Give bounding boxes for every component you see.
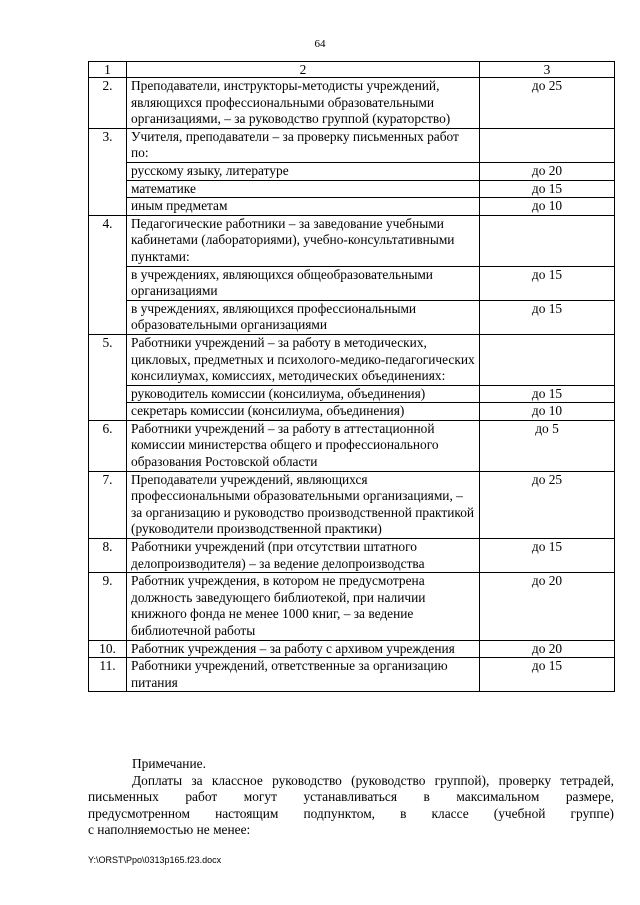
table-row [89, 128, 615, 162]
row-value: до 10 [480, 198, 615, 216]
note-text-line: предусмотренном настоящим подпунктом, в классе (учебной группе) [88, 805, 614, 821]
row-description: Работники учреждений, ответственные за организацию питания [127, 658, 480, 692]
row-number: 3. [89, 128, 127, 162]
row-value: до 15 [480, 385, 615, 403]
row-number [89, 266, 127, 300]
file-path-footer: Y:\ORST\Ppo\0313p165.f23.docx [88, 855, 222, 865]
table-row [89, 471, 615, 538]
row-value: до 15 [480, 300, 615, 334]
row-value: до 10 [480, 403, 615, 421]
row-number [89, 300, 127, 334]
table-row [89, 78, 615, 129]
row-description: Работники учреждений (при отсутствии штатного делопроизводителя) – за ведение делопроизводства [127, 539, 480, 573]
row-description: Работники учреждений – за работу в аттестационной комиссии министерства общего и профессионального образования Ростовской области [127, 420, 480, 471]
row-value: до 25 [480, 471, 615, 538]
row-number: 8. [89, 539, 127, 573]
row-description: секретарь комиссии (консилиума, объединения) [127, 403, 480, 421]
row-value: до 20 [480, 573, 615, 640]
table-row [89, 215, 615, 266]
row-number [89, 180, 127, 198]
table-row [89, 658, 615, 692]
row-number: 11. [89, 658, 127, 692]
note-text-line: Доплаты за классное руководство (руководство группой), проверку тетрадей, [132, 772, 614, 788]
row-number: 6. [89, 420, 127, 471]
allowance-table [88, 61, 615, 692]
table-row [89, 300, 615, 334]
page-number: 64 [314, 38, 326, 50]
row-value: до 20 [480, 640, 615, 658]
row-description: иным предметам [127, 198, 480, 216]
table-row [89, 573, 615, 640]
row-description: Работник учреждения, в котором не предусмотрена должность заведующего библиотекой, при наличии книжного фонда не менее 1000 книг, – за ведение библиотечной работы [127, 573, 480, 640]
row-value: до 15 [480, 658, 615, 692]
row-value: до 5 [480, 420, 615, 471]
row-number [89, 162, 127, 180]
row-description: Работник учреждения – за работу с архивом учреждения [127, 640, 480, 658]
row-value: до 20 [480, 162, 615, 180]
row-description: Педагогические работники – за заведование учебными кабинетами (лабораториями), учебно-консультативными пунктами: [127, 215, 480, 266]
table-row [89, 539, 615, 573]
note-text-line: письменных работ могут устанавливаться в максимальном размере, [88, 789, 614, 805]
row-number [89, 385, 127, 403]
row-description: Преподаватели, инструкторы-методисты учреждений, являющихся профессиональными образовательными организациями, – за руководство группой (кураторство) [127, 78, 480, 129]
row-description: Учителя, преподаватели – за проверку письменных работ по: [127, 128, 480, 162]
table-row [89, 385, 615, 403]
note-title: Примечание. [132, 756, 206, 771]
row-value [480, 128, 615, 162]
row-description: руководитель комиссии (консилиума, объединения) [127, 385, 480, 403]
row-description: русскому языку, литературе [127, 162, 480, 180]
row-value: до 15 [480, 266, 615, 300]
row-value: до 15 [480, 539, 615, 573]
row-value [480, 215, 615, 266]
table-row [89, 403, 615, 421]
row-number: 7. [89, 471, 127, 538]
header-cell: 3 [480, 62, 615, 78]
table-row [89, 180, 615, 198]
row-number [89, 198, 127, 216]
row-value: до 25 [480, 78, 615, 129]
row-number: 5. [89, 334, 127, 385]
row-number: 2. [89, 78, 127, 129]
row-number: 4. [89, 215, 127, 266]
row-value [480, 334, 615, 385]
note-text-line: с наполняемостью не менее: [88, 822, 251, 838]
table-row [89, 334, 615, 385]
row-number: 9. [89, 573, 127, 640]
row-value: до 15 [480, 180, 615, 198]
row-description: в учреждениях, являющихся общеобразовательными организациями [127, 266, 480, 300]
table-row [89, 162, 615, 180]
row-number [89, 403, 127, 421]
note-section [88, 756, 614, 839]
row-description: математике [127, 180, 480, 198]
header-cell: 1 [89, 62, 127, 78]
table-row [89, 266, 615, 300]
row-description: Работники учреждений – за работу в методических, цикловых, предметных и психолого-медико-педагогических консилиумах, комиссиях, методических объединениях: [127, 334, 480, 385]
table-row [89, 198, 615, 216]
table-header-row [89, 62, 615, 78]
row-number: 10. [89, 640, 127, 658]
table-row [89, 420, 615, 471]
row-description: Преподаватели учреждений, являющихся профессиональными образовательными организациями, – за организацию и руководство производственной практикой (руководители производственной практики) [127, 471, 480, 538]
header-cell: 2 [127, 62, 480, 78]
table-row [89, 640, 615, 658]
row-description: в учреждениях, являющихся профессиональными образовательными организациями [127, 300, 480, 334]
